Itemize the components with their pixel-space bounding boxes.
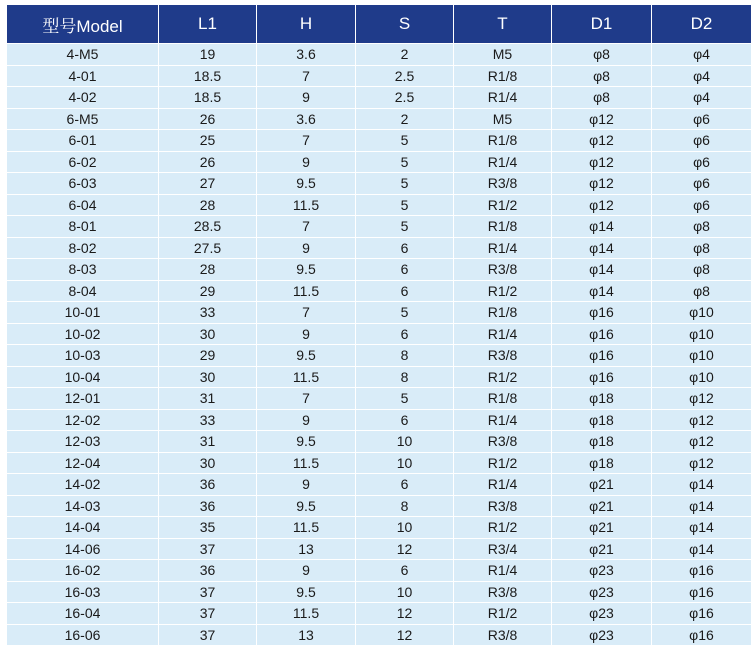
cell-s: 10 [356,517,454,539]
table-row [7,431,752,453]
cell-h: 13 [257,538,356,560]
cell-h: 11.5 [257,603,356,625]
cell-model: 6-03 [7,173,159,195]
header-d2: D2 [652,5,752,44]
cell-s: 10 [356,581,454,603]
cell-t: R3/4 [454,538,552,560]
cell-s: 5 [356,130,454,152]
cell-h: 7 [257,216,356,238]
cell-s: 2.5 [356,65,454,87]
cell-l1: 37 [159,603,257,625]
cell-d2: φ6 [652,151,752,173]
table-row [7,44,752,66]
cell-model: 12-01 [7,388,159,410]
cell-model: 4-01 [7,65,159,87]
cell-l1: 28 [159,194,257,216]
cell-l1: 27.5 [159,237,257,259]
cell-d1: φ21 [552,517,652,539]
cell-l1: 36 [159,495,257,517]
cell-model: 4-M5 [7,44,159,66]
cell-d1: φ12 [552,151,652,173]
cell-l1: 33 [159,302,257,324]
cell-t: R1/2 [454,366,552,388]
cell-l1: 26 [159,151,257,173]
cell-h: 13 [257,624,356,646]
cell-h: 7 [257,302,356,324]
cell-s: 2 [356,44,454,66]
cell-d1: φ23 [552,603,652,625]
cell-h: 3.6 [257,44,356,66]
cell-d2: φ4 [652,44,752,66]
cell-h: 9.5 [257,581,356,603]
spec-table [6,4,752,646]
cell-d2: φ6 [652,130,752,152]
cell-h: 9.5 [257,431,356,453]
table-row [7,151,752,173]
cell-model: 10-02 [7,323,159,345]
table-row [7,130,752,152]
cell-s: 6 [356,237,454,259]
cell-model: 8-04 [7,280,159,302]
cell-t: R1/8 [454,302,552,324]
cell-h: 9 [257,151,356,173]
table-row [7,624,752,646]
cell-t: R3/8 [454,495,552,517]
cell-t: R1/8 [454,216,552,238]
table-row [7,280,752,302]
cell-model: 8-01 [7,216,159,238]
cell-d2: φ6 [652,108,752,130]
table-row [7,65,752,87]
cell-s: 5 [356,151,454,173]
cell-h: 9 [257,323,356,345]
header-h: H [257,5,356,44]
table-row [7,216,752,238]
cell-l1: 31 [159,388,257,410]
cell-model: 12-04 [7,452,159,474]
table-row [7,323,752,345]
cell-model: 14-06 [7,538,159,560]
cell-t: R1/4 [454,409,552,431]
cell-model: 8-02 [7,237,159,259]
table-body [7,44,752,646]
cell-d1: φ23 [552,624,652,646]
cell-l1: 30 [159,323,257,345]
cell-s: 5 [356,388,454,410]
cell-s: 12 [356,624,454,646]
cell-model: 14-02 [7,474,159,496]
cell-l1: 27 [159,173,257,195]
cell-d2: φ12 [652,409,752,431]
cell-l1: 19 [159,44,257,66]
cell-l1: 33 [159,409,257,431]
header-s: S [356,5,454,44]
cell-l1: 26 [159,108,257,130]
cell-h: 9 [257,87,356,109]
table-row [7,194,752,216]
table-row [7,87,752,109]
cell-h: 11.5 [257,194,356,216]
cell-d2: φ14 [652,538,752,560]
cell-model: 16-03 [7,581,159,603]
cell-h: 11.5 [257,452,356,474]
cell-d1: φ21 [552,538,652,560]
cell-h: 11.5 [257,517,356,539]
cell-s: 8 [356,366,454,388]
cell-model: 4-02 [7,87,159,109]
cell-s: 5 [356,173,454,195]
cell-h: 9 [257,409,356,431]
cell-t: R1/4 [454,474,552,496]
header-t: T [454,5,552,44]
cell-l1: 28 [159,259,257,281]
cell-s: 8 [356,495,454,517]
cell-s: 5 [356,302,454,324]
cell-t: R1/8 [454,65,552,87]
cell-t: R3/8 [454,431,552,453]
cell-h: 9.5 [257,173,356,195]
cell-d1: φ16 [552,366,652,388]
cell-model: 6-M5 [7,108,159,130]
cell-t: R1/2 [454,517,552,539]
cell-d1: φ16 [552,323,652,345]
cell-h: 7 [257,65,356,87]
cell-l1: 18.5 [159,87,257,109]
cell-d2: φ6 [652,194,752,216]
table-row [7,302,752,324]
cell-t: M5 [454,44,552,66]
cell-d1: φ16 [552,345,652,367]
cell-l1: 37 [159,581,257,603]
cell-l1: 18.5 [159,65,257,87]
cell-d1: φ21 [552,495,652,517]
cell-d2: φ12 [652,452,752,474]
cell-d1: φ14 [552,280,652,302]
header-l1: L1 [159,5,257,44]
cell-s: 2 [356,108,454,130]
cell-l1: 37 [159,624,257,646]
cell-d1: φ18 [552,388,652,410]
spec-table-container [6,4,751,646]
cell-d2: φ8 [652,216,752,238]
cell-l1: 30 [159,366,257,388]
cell-s: 6 [356,560,454,582]
cell-t: R1/4 [454,237,552,259]
cell-d1: φ12 [552,173,652,195]
cell-l1: 28.5 [159,216,257,238]
cell-model: 12-02 [7,409,159,431]
cell-d1: φ14 [552,237,652,259]
cell-h: 9 [257,237,356,259]
cell-t: R1/8 [454,130,552,152]
cell-s: 8 [356,345,454,367]
cell-h: 11.5 [257,280,356,302]
cell-d2: φ10 [652,366,752,388]
cell-t: R1/2 [454,194,552,216]
cell-d1: φ12 [552,194,652,216]
cell-d1: φ8 [552,65,652,87]
cell-model: 16-02 [7,560,159,582]
table-row [7,388,752,410]
table-row [7,366,752,388]
cell-t: R1/8 [454,388,552,410]
cell-h: 9.5 [257,259,356,281]
cell-s: 6 [356,474,454,496]
cell-t: R1/2 [454,603,552,625]
cell-t: R1/4 [454,151,552,173]
table-row [7,409,752,431]
cell-d1: φ23 [552,581,652,603]
table-row [7,517,752,539]
cell-model: 14-03 [7,495,159,517]
cell-d2: φ16 [652,581,752,603]
cell-h: 7 [257,388,356,410]
table-row [7,538,752,560]
cell-s: 6 [356,280,454,302]
cell-d1: φ18 [552,409,652,431]
cell-d2: φ4 [652,65,752,87]
cell-h: 9 [257,560,356,582]
cell-l1: 31 [159,431,257,453]
cell-h: 7 [257,130,356,152]
cell-t: R3/8 [454,259,552,281]
cell-d2: φ6 [652,173,752,195]
cell-s: 5 [356,216,454,238]
table-row [7,259,752,281]
cell-t: R1/2 [454,280,552,302]
cell-model: 10-03 [7,345,159,367]
cell-d2: φ10 [652,345,752,367]
cell-model: 6-02 [7,151,159,173]
cell-d1: φ12 [552,108,652,130]
cell-d1: φ8 [552,87,652,109]
cell-s: 2.5 [356,87,454,109]
cell-d2: φ16 [652,603,752,625]
cell-l1: 35 [159,517,257,539]
cell-model: 10-04 [7,366,159,388]
cell-d1: φ8 [552,44,652,66]
cell-d2: φ4 [652,87,752,109]
cell-d2: φ8 [652,259,752,281]
cell-model: 14-04 [7,517,159,539]
cell-t: R3/8 [454,173,552,195]
cell-h: 9 [257,474,356,496]
table-row [7,603,752,625]
cell-d1: φ12 [552,130,652,152]
cell-d2: φ8 [652,280,752,302]
cell-d1: φ16 [552,302,652,324]
table-row [7,173,752,195]
cell-d2: φ10 [652,323,752,345]
header-d1: D1 [552,5,652,44]
cell-t: M5 [454,108,552,130]
cell-d1: φ18 [552,452,652,474]
cell-s: 10 [356,431,454,453]
cell-t: R1/2 [454,452,552,474]
cell-d2: φ14 [652,517,752,539]
cell-d2: φ12 [652,431,752,453]
cell-l1: 29 [159,345,257,367]
table-row [7,452,752,474]
cell-h: 9.5 [257,495,356,517]
header-model: 型号Model [7,5,159,44]
table-header-row [7,5,752,44]
cell-d1: φ21 [552,474,652,496]
cell-d2: φ14 [652,495,752,517]
cell-model: 12-03 [7,431,159,453]
cell-l1: 37 [159,538,257,560]
cell-s: 6 [356,409,454,431]
cell-model: 16-04 [7,603,159,625]
cell-d1: φ14 [552,216,652,238]
cell-t: R3/8 [454,581,552,603]
cell-l1: 36 [159,560,257,582]
cell-l1: 25 [159,130,257,152]
table-row [7,474,752,496]
cell-l1: 30 [159,452,257,474]
cell-l1: 36 [159,474,257,496]
cell-d2: φ10 [652,302,752,324]
table-row [7,495,752,517]
cell-h: 3.6 [257,108,356,130]
cell-model: 6-01 [7,130,159,152]
cell-t: R1/4 [454,87,552,109]
table-row [7,560,752,582]
table-row [7,345,752,367]
cell-d2: φ16 [652,560,752,582]
cell-s: 12 [356,603,454,625]
cell-h: 11.5 [257,366,356,388]
cell-s: 10 [356,452,454,474]
cell-d2: φ16 [652,624,752,646]
cell-model: 16-06 [7,624,159,646]
cell-s: 12 [356,538,454,560]
cell-d1: φ14 [552,259,652,281]
cell-t: R1/4 [454,560,552,582]
cell-t: R3/8 [454,345,552,367]
cell-d1: φ18 [552,431,652,453]
cell-l1: 29 [159,280,257,302]
cell-model: 10-01 [7,302,159,324]
cell-d2: φ8 [652,237,752,259]
cell-s: 6 [356,259,454,281]
cell-s: 6 [356,323,454,345]
cell-h: 9.5 [257,345,356,367]
cell-model: 6-04 [7,194,159,216]
cell-t: R3/8 [454,624,552,646]
cell-t: R1/4 [454,323,552,345]
table-row [7,237,752,259]
cell-d2: φ14 [652,474,752,496]
cell-d2: φ12 [652,388,752,410]
table-row [7,108,752,130]
cell-d1: φ23 [552,560,652,582]
table-row [7,581,752,603]
cell-model: 8-03 [7,259,159,281]
cell-s: 5 [356,194,454,216]
